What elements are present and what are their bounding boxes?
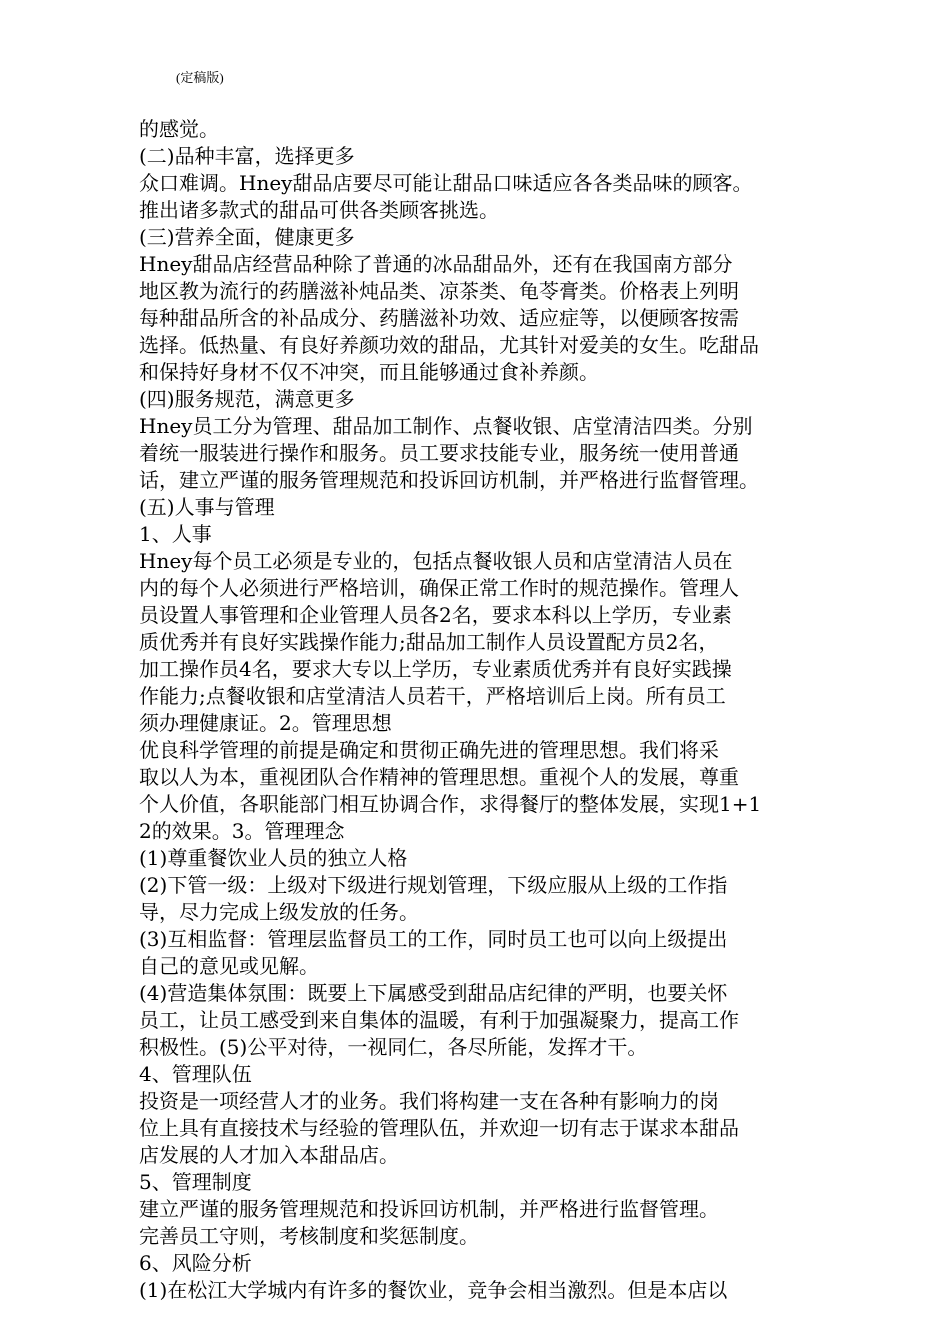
text-line: 6、风险分析 <box>139 1251 252 1275</box>
text-line: 店发展的人才加入本甜品店。 <box>139 1143 399 1167</box>
text-line: 投资是一项经营人才的业务。我们将构建一支在各种有影响力的岗 <box>139 1089 719 1113</box>
text-line: (4)营造集体氛围：既要上下属感受到甜品店纪律的严明，也要关怀 <box>139 981 728 1005</box>
text-line: 内的每个人必须进行严格培训，确保正常工作时的规范操作。管理人 <box>139 576 739 600</box>
text-line: 推出诸多款式的甜品可供各类顾客挑选。 <box>139 198 499 222</box>
text-line: 优良科学管理的前提是确定和贯彻正确先进的管理思想。我们将采 <box>139 738 719 762</box>
text-line: 1、人事 <box>139 522 212 546</box>
text-line: 个人价值，各职能部门相互协调合作，求得餐厅的整体发展，实现1+1 <box>139 792 762 816</box>
text-line: 和保持好身材不仅不冲突，而且能够通过食补养颜。 <box>139 360 599 384</box>
text-line: Hney每个员工必须是专业的，包括点餐收银人员和店堂清洁人员在 <box>139 549 733 573</box>
text-line: 2的效果。3。管理理念 <box>139 819 345 843</box>
document-body <box>139 116 819 1304</box>
text-line: (二)品种丰富，选择更多 <box>139 144 355 168</box>
text-line: (五)人事与管理 <box>139 495 275 519</box>
text-line: 加工操作员4名，要求大专以上学历，专业素质优秀并有良好实践操 <box>139 657 732 681</box>
text-line: 的感觉。 <box>139 117 219 141</box>
text-line: 位上具有直接技术与经验的管理队伍，并欢迎一切有志于谋求本甜品 <box>139 1116 739 1140</box>
text-line: 5、管理制度 <box>139 1170 252 1194</box>
text-line: (3)互相监督：管理层监督员工的工作，同时员工也可以向上级提出 <box>139 927 728 951</box>
text-line: 员工，让员工感受到来自集体的温暖，有利于加强凝聚力，提高工作 <box>139 1008 739 1032</box>
document-header: (定稿版) <box>176 70 224 85</box>
text-line: (四)服务规范，满意更多 <box>139 387 355 411</box>
text-line: (2)下管一级：上级对下级进行规划管理，下级应服从上级的工作指 <box>139 873 728 897</box>
text-line: 选择。低热量、有良好养颜功效的甜品，尤其针对爱美的女生。吃甜品 <box>139 333 759 357</box>
text-line: 着统一服装进行操作和服务。员工要求技能专业，服务统一使用普通 <box>139 441 739 465</box>
text-line: 4、管理队伍 <box>139 1062 252 1086</box>
text-line: 众口难调。Hney甜品店要尽可能让甜品口味适应各各类品味的顾客。 <box>139 171 753 195</box>
text-line: 导，尽力完成上级发放的任务。 <box>139 900 419 924</box>
text-line: 完善员工守则，考核制度和奖惩制度。 <box>139 1224 479 1248</box>
text-line: 地区教为流行的药膳滋补炖品类、凉茶类、龟苓膏类。价格表上列明 <box>139 279 739 303</box>
text-line: 积极性。(5)公平对待，一视同仁，各尽所能，发挥才干。 <box>139 1035 648 1059</box>
text-line: Hney员工分为管理、甜品加工制作、点餐收银、店堂清洁四类。分别 <box>139 414 753 438</box>
text-line: 每种甜品所含的补品成分、药膳滋补功效、适应症等，以便顾客按需 <box>139 306 739 330</box>
text-line: 自己的意见或见解。 <box>139 954 319 978</box>
text-line: 建立严谨的服务管理规范和投诉回访机制，并严格进行监督管理。 <box>139 1197 719 1221</box>
text-line: (1)尊重餐饮业人员的独立人格 <box>139 846 408 870</box>
text-line: 作能力;点餐收银和店堂清洁人员若干，严格培训后上岗。所有员工 <box>139 684 726 708</box>
text-line: (1)在松江大学城内有许多的餐饮业，竞争会相当激烈。但是本店以 <box>139 1278 728 1302</box>
text-line: 话，建立严谨的服务管理规范和投诉回访机制，并严格进行监督管理。 <box>139 468 759 492</box>
text-line: 员设置人事管理和企业管理人员各2名，要求本科以上学历，专业素 <box>139 603 732 627</box>
text-line: 取以人为本，重视团队合作精神的管理思想。重视个人的发展，尊重 <box>139 765 739 789</box>
text-line: Hney甜品店经营品种除了普通的冰品甜品外，还有在我国南方部分 <box>139 252 733 276</box>
text-line: 质优秀并有良好实践操作能力;甜品加工制作人员设置配方员2名， <box>139 630 719 654</box>
text-line: 须办理健康证。2。管理思想 <box>139 711 392 735</box>
text-line: (三)营养全面，健康更多 <box>139 225 355 249</box>
